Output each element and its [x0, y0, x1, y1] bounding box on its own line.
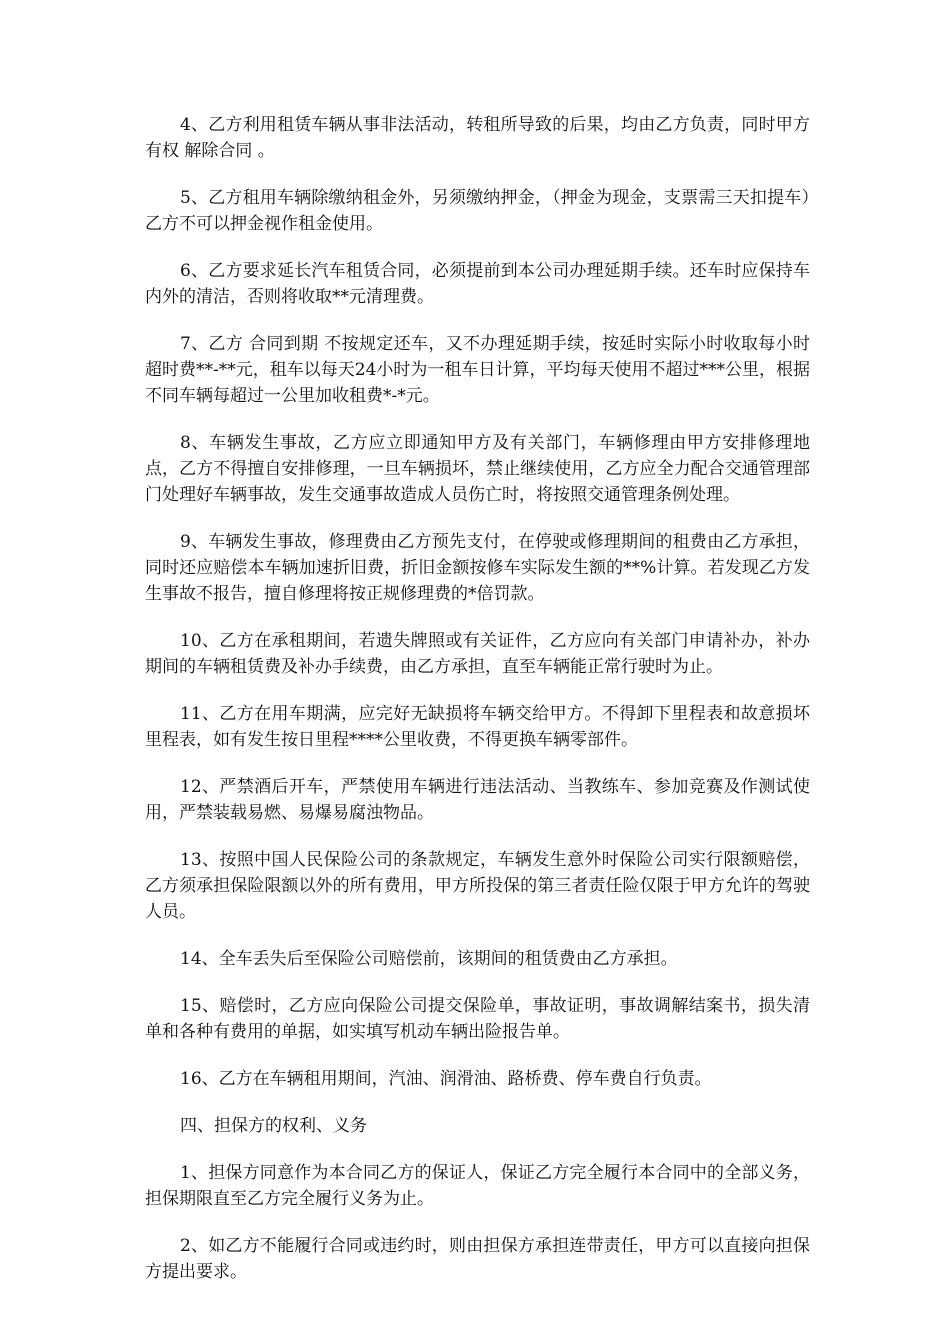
clause-4: 4、乙方利用租赁车辆从事非法活动，转租所导致的后果，均由乙方负责，同时甲方有权 解除合同 。 [145, 115, 810, 161]
clause-6: 6、乙方要求延长汽车租赁合同，必须提前到本公司办理延期手续。还车时应保持车内外的清洁，否则将收取**元清理费。 [145, 261, 810, 307]
clause-9: 9、车辆发生事故，修理费由乙方预先支付，在停驶或修理期间的租费由乙方承担，同时还应赔偿本车辆加速折旧费，折旧金额按修车实际发生额的**%计算。若发现乙方发生事故不报告，擅自修理将按正规修理费的*倍罚款。 [145, 532, 810, 604]
clause-12: 12、严禁酒后开车，严禁使用车辆进行违法活动、当教练车、参加竞赛及作测试使用，严禁装载易燃、易爆易腐浊物品。 [145, 777, 810, 823]
clause-7: 7、乙方 合同到期 不按规定还车，又不办理延期手续，按延时实际小时收取每小时超时费**-**元，租车以每天24小时为一租车日计算，平均每天使用不超过***公里，根据不同车辆每超过一公里加收租费*-*元。 [145, 334, 810, 406]
document-body [145, 112, 810, 1285]
clause-14: 14、全车丢失后至保险公司赔偿前，该期间的租赁费由乙方承担。 [180, 949, 678, 969]
clause-16: 16、乙方在车辆租用期间，汽油、润滑油、路桥费、停车费自行负责。 [180, 1069, 712, 1089]
clause-10: 10、乙方在承租期间，若遗失牌照或有关证件，乙方应向有关部门申请补办，补办期间的车辆租赁费及补办手续费，由乙方承担，直至车辆能正常行驶时为止。 [145, 631, 810, 677]
guarantor-clause-2: 2、如乙方不能履行合同或违约时，则由担保方承担连带责任，甲方可以直接向担保方提出要求。 [145, 1236, 810, 1282]
clause-11: 11、乙方在用车期满，应完好无缺损将车辆交给甲方。不得卸下里程表和故意损坏里程表，如有发生按日里程****公里收费，不得更换车辆零部件。 [145, 704, 810, 750]
clause-8: 8、车辆发生事故，乙方应立即通知甲方及有关部门，车辆修理由甲方安排修理地点，乙方不得擅自安排修理，一旦车辆损坏，禁止继续使用，乙方应全力配合交通管理部门处理好车辆事故，发生交通事故造成人员伤亡时，将按照交通管理条例处理。 [145, 433, 810, 505]
clause-13: 13、按照中国人民保险公司的条款规定，车辆发生意外时保险公司实行限额赔偿，乙方须承担保险限额以外的所有费用，甲方所投保的第三者责任险仅限于甲方允许的驾驶人员。 [145, 850, 810, 922]
clause-5: 5、乙方租用车辆除缴纳租金外，另须缴纳押金，（押金为现金，支票需三天扣提车）乙方不可以押金视作租金使用。 [145, 188, 810, 234]
clause-15: 15、赔偿时，乙方应向保险公司提交保险单，事故证明，事故调解结案书，损失清单和各种有费用的单据，如实填写机动车辆出险报告单。 [145, 996, 810, 1042]
section-heading-guarantor: 四、担保方的权利、义务 [180, 1116, 367, 1136]
guarantor-clause-1: 1、担保方同意作为本合同乙方的保证人，保证乙方完全履行本合同中的全部义务，担保期限直至乙方完全履行义务为止。 [145, 1163, 810, 1209]
